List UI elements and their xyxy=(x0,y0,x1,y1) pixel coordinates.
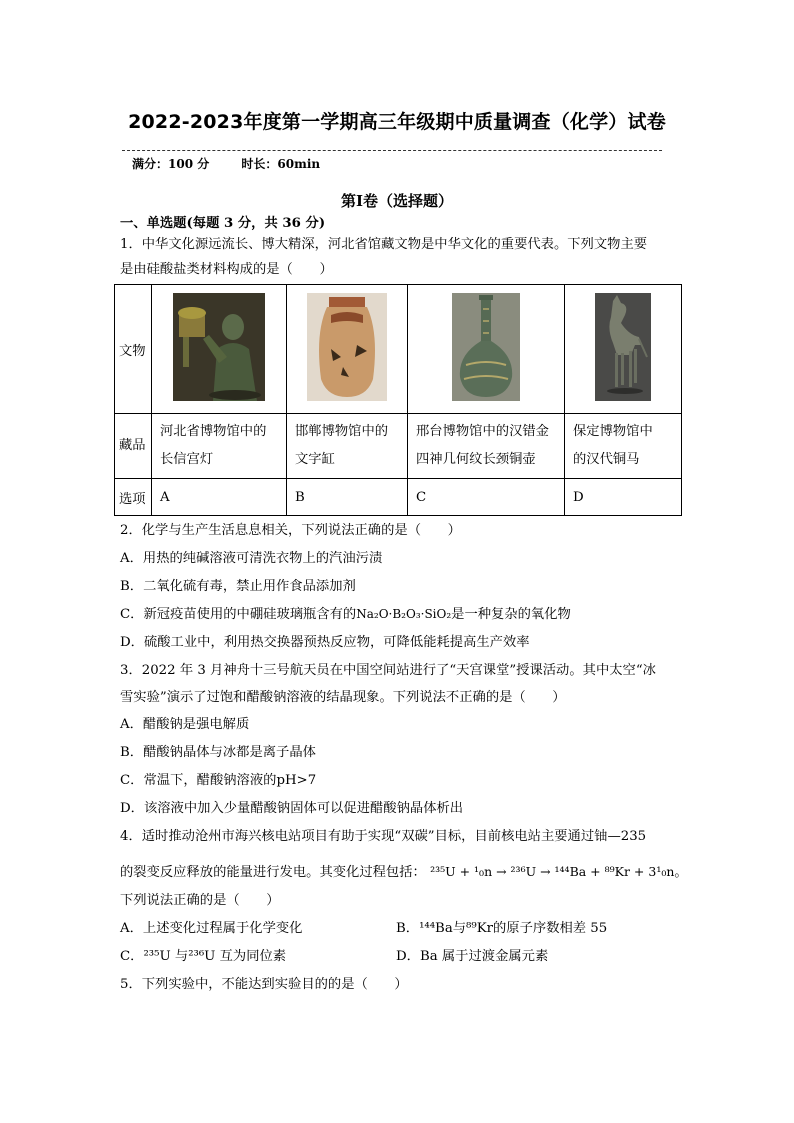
glass-formula: Na₂O·B₂O₃·SiO₂ xyxy=(356,607,452,621)
q4-option-d: D．Ba 属于过渡金属元素 xyxy=(396,949,549,964)
artifact-image-a xyxy=(152,285,287,414)
exam-meta xyxy=(132,155,348,172)
artifact-image-b xyxy=(287,285,408,414)
option-c: C xyxy=(408,479,565,516)
q3-option-c: C．常温下，醋酸钠溶液的pH>7 xyxy=(120,773,317,788)
title-divider xyxy=(122,150,662,151)
q1-artifact-table xyxy=(114,284,682,516)
exam-time: 时长：60min xyxy=(241,157,321,171)
section-title: 第Ⅰ卷（选择题） xyxy=(340,192,454,210)
row-label-artifact: 文物 xyxy=(115,285,152,414)
exam-title: 2022-2023年度第一学期高三年级期中质量调查（化学）试卷 xyxy=(128,111,666,133)
q4-option-b: B．¹⁴⁴Ba与⁸⁹Kr的原子序数相差 55 xyxy=(396,921,608,936)
artifact-name-d: 保定博物馆中 的汉代铜马 xyxy=(565,414,682,479)
q4-stem-line2: 的裂变反应释放的能量进行发电。其变化过程包括： ²³⁵U + ¹₀n → ²³⁶U → ¹⁴⁴Ba + ⁸⁹Kr + 3¹₀n。 xyxy=(120,864,688,880)
row-label-option: 选项 xyxy=(115,479,152,516)
q5-stem: 5．下列实验中，不能达到实验目的的是（ ） xyxy=(120,977,408,992)
q4-option-c: C．²³⁵U 与²³⁶U 互为同位素 xyxy=(120,949,287,964)
q3-stem-line2: 雪实验”演示了过饱和醋酸钠溶液的结晶现象。下列说法不正确的是（ ） xyxy=(120,690,566,705)
bronze-horse-icon xyxy=(595,293,651,401)
artifact-name-c: 邢台博物馆中的汉错金 四神几何纹长颈铜壶 xyxy=(408,414,565,479)
artifact-image-d xyxy=(565,285,682,414)
option-a: A xyxy=(152,479,287,516)
q1-stem-line2: 是由硅酸盐类材料构成的是（ ） xyxy=(120,262,333,277)
q3-option-b: B．醋酸钠晶体与冰都是离子晶体 xyxy=(120,745,316,760)
q4-stem-line3: 下列说法正确的是（ ） xyxy=(120,893,280,908)
option-d: D xyxy=(565,479,682,516)
q2-option-a: A．用热的纯碱溶液可清洗衣物上的汽油污渍 xyxy=(120,551,383,566)
q3-option-a: A．醋酸钠是强电解质 xyxy=(120,717,250,732)
artifact-name-a: 河北省博物馆中的 长信宫灯 xyxy=(152,414,287,479)
q2-stem: 2．化学与生产生活息息相关，下列说法正确的是（ ） xyxy=(120,523,461,538)
q2-option-c: C．新冠疫苗使用的中硼硅玻璃瓶含有的Na₂O·B₂O₃·SiO₂是一种复杂的氧化物 xyxy=(120,607,571,622)
q2-option-b: B．二氧化硫有毒，禁止用作食品添加剂 xyxy=(120,579,356,594)
part-heading: 一、单选题(每题 3 分，共 36 分) xyxy=(120,216,326,231)
q4-stem-line1: 4．适时推动沧州市海兴核电站项目有助于实现“双碳”目标，目前核电站主要通过铀—235 xyxy=(120,829,647,844)
q4-option-a: A．上述变化过程属于化学变化 xyxy=(120,921,303,936)
exam-score: 满分：100 分 xyxy=(132,157,210,171)
q3-option-d: D．该溶液中加入少量醋酸钠固体可以促进醋酸钠晶体析出 xyxy=(120,801,464,816)
bronze-lamp-figure-icon xyxy=(173,293,265,401)
bronze-vase-icon xyxy=(452,293,520,401)
q1-stem-line1: 1．中华文化源远流长、博大精深，河北省馆藏文物是中华文化的重要代表。下列文物主要 xyxy=(120,237,648,252)
q3-stem-line1: 3．2022 年 3 月神舟十三号航天员在中国空间站进行了“天宫课堂”授课活动。其中太空“冰 xyxy=(120,663,656,678)
artifact-image-c xyxy=(408,285,565,414)
row-label-collection: 藏品 xyxy=(115,414,152,479)
option-b: B xyxy=(287,479,408,516)
q2-option-d: D．硫酸工业中，利用热交换器预热反应物，可降低能耗提高生产效率 xyxy=(120,635,530,650)
pottery-jar-icon xyxy=(307,293,387,401)
artifact-name-b: 邯郸博物馆中的 文字缸 xyxy=(287,414,408,479)
fission-equation: ²³⁵U + ¹₀n → ²³⁶U → ¹⁴⁴Ba + ⁸⁹Kr + 3¹₀n xyxy=(430,864,675,879)
